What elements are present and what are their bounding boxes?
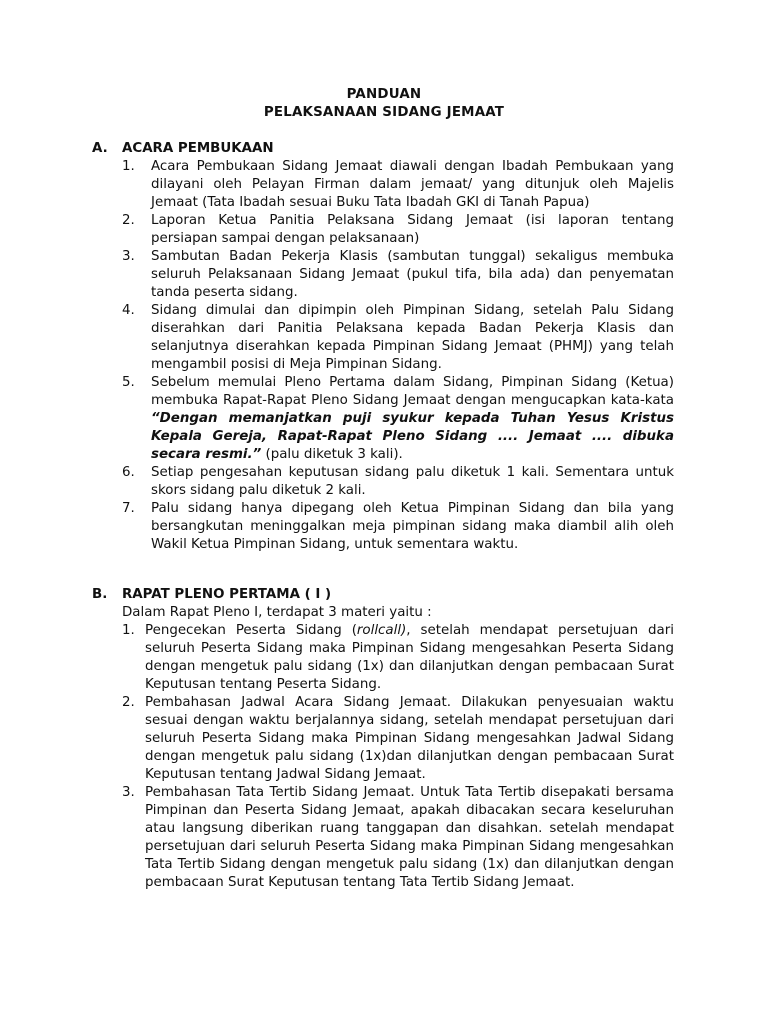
- section-rapat-pleno-pertama: [92, 586, 674, 892]
- item-text-tail: , setelah mendapat persetujuan dari seluruh Peserta Sidang maka Pimpinan Sidang mengesahkan Peserta Sidang dengan mengetuk palu sidang (1x) dan dilanjutkan dengan pembacaan Surat Keputusan tentang Peserta Sidang.: [145, 623, 674, 692]
- item-text: Acara Pembukaan Sidang Jemaat diawali dengan Ibadah Pembukaan yang dilayani oleh Pelayan Firman dalam jemaat/ yang ditunjuk oleh Majelis Jemaat (Tata Ibadah sesuai Buku Tata Ibadah GKI di Tanah Papua): [151, 159, 674, 210]
- item-emphasis-quote: “Dengan memanjatkan puji syukur kepada Tuhan Yesus Kristus Kepala Gereja, Rapat-Rapat Pleno Sidang .... Jemaat .... dibuka secara resmi.”: [151, 411, 674, 462]
- list-item: [92, 622, 674, 694]
- item-number: 2.: [122, 695, 135, 710]
- document-title-line-2: PELAKSANAAN SIDANG JEMAAT: [263, 105, 505, 120]
- section-letter: B.: [92, 587, 108, 602]
- item-number: 3.: [122, 785, 135, 800]
- item-number: 2.: [122, 213, 135, 228]
- list-item: [92, 464, 674, 500]
- section-acara-pembukaan: [92, 140, 674, 554]
- item-text: Laporan Ketua Panitia Pelaksana Sidang Jemaat (isi laporan tentang persiapan sampai dengan pelaksanaan): [151, 213, 674, 246]
- section-letter: A.: [92, 141, 108, 156]
- item-number: 1.: [122, 623, 135, 638]
- item-number: 4.: [122, 303, 135, 318]
- list-item: [92, 158, 674, 212]
- list-item: [92, 374, 674, 464]
- item-text: Pengecekan Peserta Sidang (: [145, 623, 357, 638]
- item-text: Pembahasan Jadwal Acara Sidang Jemaat. Dilakukan penyesuaian waktu sesuai dengan waktu berjalannya sidang, setelah mendapat persetujuan dari seluruh Peserta Sidang maka Pimpinan Sidang mengesahkan Jadwal Sidang dengan mengetuk palu sidang (1x)dan dilanjutkan dengan pembacaan Surat Keputusan tentang Jadwal Sidang Jemaat.: [145, 695, 674, 782]
- item-number: 1.: [122, 159, 135, 174]
- section-title: RAPAT PLENO PERTAMA ( I ): [122, 587, 332, 602]
- section-title: ACARA PEMBUKAAN: [122, 141, 274, 156]
- item-text: Sambutan Badan Pekerja Klasis (sambutan tunggal) sekaligus membuka seluruh Pelaksanaan Sidang Jemaat (pukul tifa, bila ada) dan penyematan tanda peserta sidang.: [151, 249, 674, 300]
- item-number: 6.: [122, 465, 135, 480]
- numbered-list: [92, 622, 674, 892]
- document-title-line-1: PANDUAN: [346, 87, 422, 102]
- item-text: Palu sidang hanya dipegang oleh Ketua Pimpinan Sidang dan bila yang bersangkutan meninggalkan meja pimpinan sidang maka diambil alih oleh Wakil Ketua Pimpinan Sidang, untuk sementara waktu.: [151, 501, 674, 552]
- section-heading: [92, 586, 674, 604]
- item-number: 5.: [122, 375, 135, 390]
- item-text-tail: (palu diketuk 3 kali).: [261, 447, 403, 462]
- list-item: [92, 302, 674, 374]
- list-item: [92, 694, 674, 784]
- item-italic-term: rollcall): [356, 623, 407, 638]
- numbered-list: [92, 158, 674, 554]
- item-number: 7.: [122, 501, 135, 516]
- list-item: [92, 784, 674, 892]
- section-heading: [92, 140, 674, 158]
- list-item: [92, 500, 674, 554]
- item-text: Pembahasan Tata Tertib Sidang Jemaat. Untuk Tata Tertib disepakati bersama Pimpinan dan Peserta Sidang Jemaat, apakah dibacakan secara keseluruhan atau langsung diberikan ruang tanggapan dan disahkan. setelah mendapat persetujuan dari seluruh Peserta Sidang maka Pimpinan Sidang mengesahkan Tata Tertib Sidang dengan mengetuk palu sidang (1x) dan dilanjutkan dengan pembacaan Surat Keputusan tentang Tata Tertib Sidang Jemaat.: [145, 785, 674, 890]
- item-number: 3.: [122, 249, 135, 264]
- item-text: Sidang dimulai dan dipimpin oleh Pimpinan Sidang, setelah Palu Sidang diserahkan dari Panitia Pelaksana kepada Badan Pekerja Klasis dan selanjutnya diserahkan kepada Pimpinan Sidang Jemaat (PHMJ) yang telah mengambil posisi di Meja Pimpinan Sidang.: [151, 303, 674, 372]
- list-item: [92, 248, 674, 302]
- item-text: Sebelum memulai Pleno Pertama dalam Sidang, Pimpinan Sidang (Ketua) membuka Rapat-Rapat Pleno Sidang Jemaat dengan mengucapkan kata-kata: [151, 375, 674, 408]
- item-text: Setiap pengesahan keputusan sidang palu diketuk 1 kali. Sementara untuk skors sidang palu diketuk 2 kali.: [151, 465, 674, 498]
- list-item: [92, 212, 674, 248]
- section-intro: Dalam Rapat Pleno I, terdapat 3 materi yaitu :: [122, 605, 432, 620]
